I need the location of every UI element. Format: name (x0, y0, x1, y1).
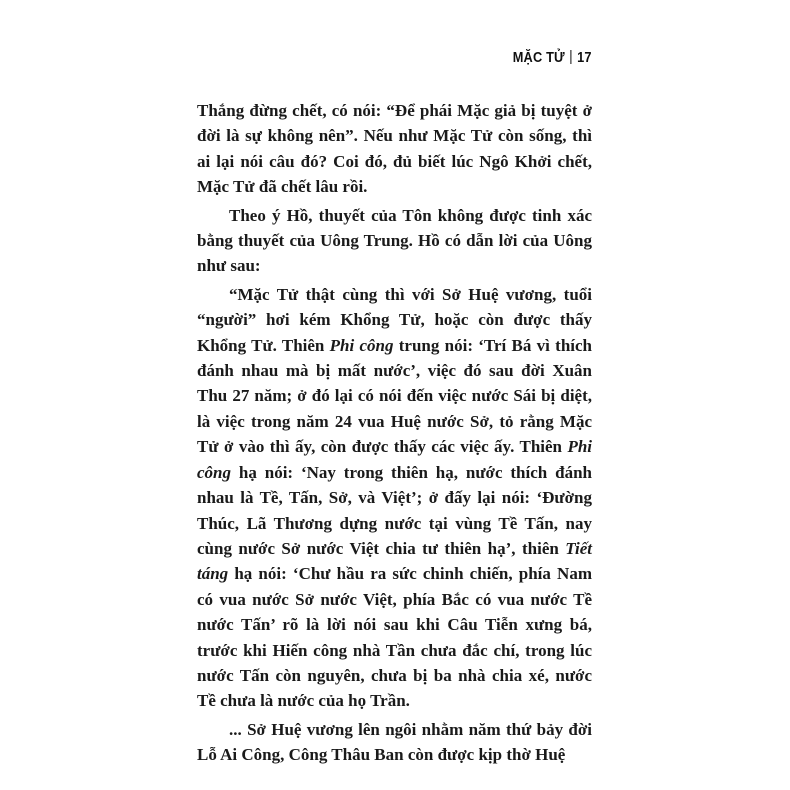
body-paragraph (197, 98, 592, 200)
body-text-run: hạ nói: ‘Nay trong thiên hạ, nước thích đánh nhau là Tề, Tấn, Sở, và Việt’; ở đấy lại nói: ‘Đường Thúc, Lã Thương dựng nước tại vùng Tề Tấn, nay cùng nước Sở nước Việt chia tư thiên hạ’, thiên (197, 462, 592, 558)
body-text-run: trung nói: ‘Trí Bá vì thích đánh nhau mà bị mất nước’, việc đó sau đời Xuân Thu 27 năm; ở đó lại có nói đến việc nước Sái bị diệt, là việc trong năm 24 vua Huệ nước Sở, tỏ rằng Mặc Tử ở vào thì ấy, còn được thấy các việc ấy. Thiên (197, 335, 593, 457)
body-paragraph (197, 203, 592, 279)
body-text-run: ... Sở Huệ vương lên ngôi nhằm năm thứ bảy đời Lỗ Ai Công, Công Thâu Ban còn được kịp thờ Huệ (197, 719, 592, 765)
chapter-title-italic: Tiết táng (197, 538, 592, 584)
body-text-run: Theo ý Hồ, thuyết của Tôn không được tinh xác bằng thuyết của Uông Trung. Hồ có dẫn lời của Uông như sau: (197, 205, 592, 276)
body-paragraph (197, 717, 592, 768)
body-text-run: Thắng đừng chết, có nói: “Để phái Mặc giả bị tuyệt ở đời là sự không nên”. Nếu như Mặc Tử còn sống, thì ai lại nói câu đó? Coi đó, đủ biết lúc Ngô Khởi chết, Mặc Tử đã chết lâu rồi. (197, 101, 592, 197)
text-block (197, 98, 592, 771)
body-paragraph (197, 282, 592, 714)
body-text-run: hạ nói: ‘Chư hầu ra sức chinh chiến, phía Nam có vua nước Sở nước Việt, phía Bắc có vua nước Tề nước Tấn’ rõ là lời nói sau khi Câu Tiễn xưng bá, trước khi Hiến công nhà Tần chưa đắc chí, trong lúc nước Tấn còn nguyên, chưa bị ba nhà chia xé, nước Tề chưa là nước của họ Trần. (197, 564, 592, 711)
running-header (197, 50, 592, 66)
chapter-title-italic: Phi công (329, 335, 394, 355)
page-number: 17 (577, 50, 592, 66)
header-separator: | (569, 49, 574, 65)
book-title: MẶC TỬ (513, 50, 566, 66)
body-text-run: “Mặc Tử thật cùng thì với Sở Huệ vương, tuổi “người” hơi kém Khổng Tử, hoặc còn được thấy Khổng Tử. Thiên (197, 284, 592, 355)
chapter-title-italic: Phi công (197, 437, 592, 482)
